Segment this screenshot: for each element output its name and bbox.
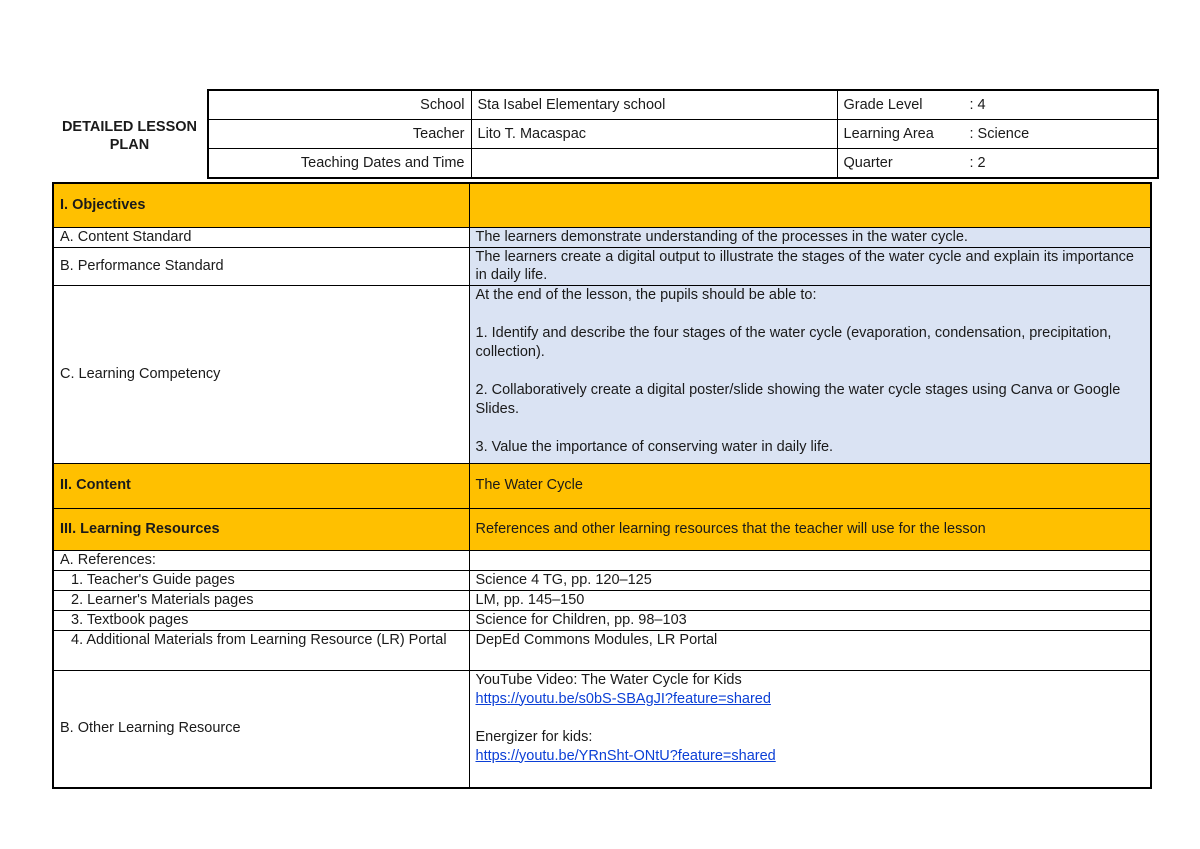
header-row-dates — [208, 149, 1158, 179]
additional-materials-value: DepEd Commons Modules, LR Portal — [469, 630, 1151, 670]
header-row-school — [208, 90, 1158, 120]
other-resources-value — [469, 670, 1151, 788]
performance-standard-label: B. Performance Standard — [53, 247, 469, 285]
learning-competency-row — [53, 285, 1151, 463]
quarter-value: : 2 — [969, 154, 986, 171]
other-resources-row — [53, 670, 1151, 788]
teachers-guide-label: 1. Teacher's Guide pages — [53, 570, 469, 590]
lesson-header-table — [207, 89, 1159, 179]
learning-competency-value — [469, 285, 1151, 463]
competency-item-1: 1. Identify and describe the four stages of the water cycle (evaporation, condensation, precipitation, collection). — [475, 324, 1112, 360]
competency-intro: At the end of the lesson, the pupils should be able to: — [475, 286, 817, 303]
textbook-value: Science for Children, pp. 98–103 — [469, 610, 1151, 630]
learners-materials-row — [53, 590, 1151, 610]
textbook-label: 3. Textbook pages — [53, 610, 469, 630]
references-label: A. References: — [53, 550, 469, 570]
content-value: The Water Cycle — [469, 463, 1151, 508]
school-label: School — [208, 90, 471, 120]
competency-item-3: 3. Value the importance of conserving water in daily life. — [475, 438, 834, 455]
learning-area-cell — [837, 120, 1158, 149]
grade-level-label: Grade Level — [843, 96, 923, 113]
learning-resources-row — [53, 508, 1151, 550]
video-label: YouTube Video: The Water Cycle for Kids — [475, 671, 742, 688]
learning-resources-heading: III. Learning Resources — [53, 508, 469, 550]
performance-standard-value: The learners create a digital output to illustrate the stages of the water cycle and explain its importance in daily life. — [469, 247, 1151, 285]
energizer-label: Energizer for kids: — [475, 728, 593, 745]
page-title: DETAILED LESSON PLAN — [61, 119, 198, 153]
objectives-heading: I. Objectives — [53, 183, 469, 227]
additional-materials-row — [53, 630, 1151, 670]
references-row — [53, 550, 1151, 570]
quarter-cell — [837, 149, 1158, 179]
teacher-label: Teacher — [208, 120, 471, 149]
header-row-teacher — [208, 120, 1158, 149]
performance-standard-row — [53, 247, 1151, 285]
textbook-row — [53, 610, 1151, 630]
objectives-heading-row — [53, 183, 1151, 227]
grade-level-cell — [837, 90, 1158, 120]
teachers-guide-value: Science 4 TG, pp. 120–125 — [469, 570, 1151, 590]
learners-materials-value: LM, pp. 145–150 — [469, 590, 1151, 610]
teacher-value: Lito T. Macaspac — [471, 120, 837, 149]
lesson-plan-table — [52, 182, 1152, 789]
other-resources-label: B. Other Learning Resource — [53, 670, 469, 788]
grade-level-value: : 4 — [969, 96, 986, 113]
teaching-dates-value — [471, 149, 837, 179]
content-heading: II. Content — [53, 463, 469, 508]
learning-area-label: Learning Area — [843, 125, 934, 142]
school-value: Sta Isabel Elementary school — [471, 90, 837, 120]
quarter-label: Quarter — [843, 154, 893, 171]
learning-resources-description: References and other learning resources that the teacher will use for the lesson — [469, 508, 1151, 550]
learning-competency-label: C. Learning Competency — [53, 285, 469, 463]
content-standard-row — [53, 227, 1151, 247]
content-standard-label: A. Content Standard — [53, 227, 469, 247]
learning-area-value: : Science — [969, 125, 1030, 142]
energizer-link[interactable]: https://youtu.be/YRnSht-ONtU?feature=shared — [475, 747, 776, 764]
content-row — [53, 463, 1151, 508]
learners-materials-label: 2. Learner's Materials pages — [53, 590, 469, 610]
teachers-guide-row — [53, 570, 1151, 590]
content-standard-value: The learners demonstrate understanding of the processes in the water cycle. — [469, 227, 1151, 247]
teaching-dates-label: Teaching Dates and Time — [208, 149, 471, 179]
objectives-heading-blank — [469, 183, 1151, 227]
references-blank — [469, 550, 1151, 570]
video-link[interactable]: https://youtu.be/s0bS-SBAgJI?feature=shared — [475, 690, 771, 707]
competency-item-2: 2. Collaboratively create a digital poster/slide showing the water cycle stages using Canva or Google Slides. — [475, 381, 1121, 417]
additional-materials-label: 4. Additional Materials from Learning Resource (LR) Portal — [53, 630, 469, 670]
